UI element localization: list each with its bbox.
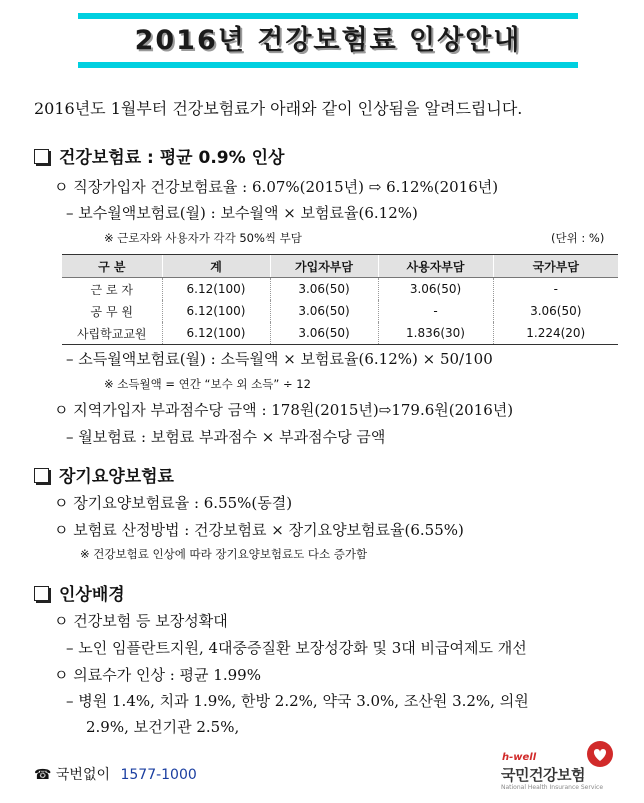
- fee-line: ㅇ 의료수가 인상 : 평균 1.99%: [54, 666, 261, 684]
- table-header: 가입자부담: [270, 255, 378, 278]
- table-cell: 6.12(100): [162, 278, 270, 301]
- checkbox-square-icon: [34, 149, 49, 164]
- table-cell: 근 로 자: [90, 282, 133, 297]
- table-cell: 6.12(100): [162, 322, 270, 345]
- logo-name: 국민건강보험: [501, 766, 585, 784]
- rate-table: [62, 254, 618, 345]
- table-cell: 3.06(50): [270, 322, 378, 345]
- employee-rate-line: ㅇ 직장가입자 건강보험료율 : 6.07%(2015년) ⇨ 6.12%(2016년): [54, 178, 499, 196]
- heart-logo-icon: [586, 740, 614, 768]
- section-heading-health: 건강보험료 : 평균 0.9% 인상: [34, 143, 284, 168]
- phone-icon: ☎: [34, 767, 52, 783]
- checkbox-square-icon: [34, 468, 49, 483]
- coverage-detail-line: – 노인 임플란트지원, 4대중증질환 보장성강화 및 3대 비급여제도 개선: [66, 639, 527, 657]
- income-note: ※ 소득월액 = 연간 “보수 외 소득” ÷ 12: [104, 377, 311, 391]
- table-cell: -: [378, 300, 493, 322]
- coverage-line: ㅇ 건강보험 등 보장성확대: [54, 612, 228, 630]
- intro-text: 2016년도 1월부터 건강보험료가 아래와 같이 인상됨을 알려드립니다.: [34, 99, 523, 118]
- monthly-premium-line: – 월보험료 : 보험료 부과점수 × 부과점수당 금액: [66, 428, 386, 446]
- table-header: 국가부담: [493, 255, 618, 278]
- ltc-rate-line: ㅇ 장기요양보험료율 : 6.55%(동결): [54, 494, 293, 512]
- table-cell: 1.224(20): [493, 322, 618, 345]
- regional-rate-line: ㅇ 지역가입자 부과점수당 금액 : 178원(2015년)⇨179.6원(2016년): [54, 401, 514, 419]
- checkbox-square-icon: [34, 586, 49, 601]
- table-cell: 3.06(50): [493, 300, 618, 322]
- table-cell: 6.12(100): [162, 300, 270, 322]
- table-cell: 3.06(50): [270, 278, 378, 301]
- title-bar-bottom: [78, 62, 578, 68]
- table-cell: 3.06(50): [378, 278, 493, 301]
- table-row: [62, 322, 618, 345]
- table-header: 사용자부담: [378, 255, 493, 278]
- logo-tagline: h-well: [502, 752, 537, 763]
- fee-detail-line: – 병원 1.4%, 치과 1.9%, 한방 2.2%, 약국 3.0%, 조산원 3.2%, 의원: [66, 692, 529, 710]
- table-header: 계: [162, 255, 270, 278]
- table-cell: 공 무 원: [90, 304, 133, 319]
- section-heading-background: 인상배경: [34, 580, 125, 605]
- table-row: [62, 300, 618, 322]
- logo-subtitle: National Health Insurance Service: [501, 784, 604, 791]
- table-cell: -: [493, 278, 618, 301]
- ltc-note: ※ 건강보험료 인상에 따라 장기요양보험료도 다소 증가함: [80, 547, 368, 561]
- phone-label: 국번없이: [55, 767, 111, 783]
- unit-label: (단위 : %): [551, 231, 605, 245]
- phone-number[interactable]: 1577-1000: [120, 767, 197, 783]
- table-cell: 3.06(50): [270, 300, 378, 322]
- table-cell: 사립학교교원: [62, 322, 162, 345]
- ltc-method-line: ㅇ 보험료 산정방법 : 건강보험료 × 장기요양보험료율(6.55%): [54, 521, 464, 539]
- fee-detail-line-cont: 2.9%, 보건기관 2.5%,: [86, 718, 240, 736]
- salary-premium-line: – 보수월액보험료(월) : 보수월액 × 보험료율(6.12%): [66, 204, 418, 222]
- table-cell: 1.836(30): [378, 322, 493, 345]
- income-premium-line: – 소득월액보험료(월) : 소득월액 × 보험료율(6.12%) × 50/100: [66, 350, 493, 368]
- title-bar-top: [78, 13, 578, 19]
- table-header: 구 분: [62, 255, 162, 278]
- section-heading-ltc: 장기요양보험료: [34, 462, 174, 487]
- phone-contact: [34, 764, 197, 784]
- table-row: [62, 278, 618, 301]
- burden-note: ※ 근로자와 사용자가 각각 50%씩 부담: [104, 231, 302, 245]
- table-header-row: [62, 255, 618, 278]
- page-title: 2016년 건강보험료 인상안내: [134, 25, 522, 56]
